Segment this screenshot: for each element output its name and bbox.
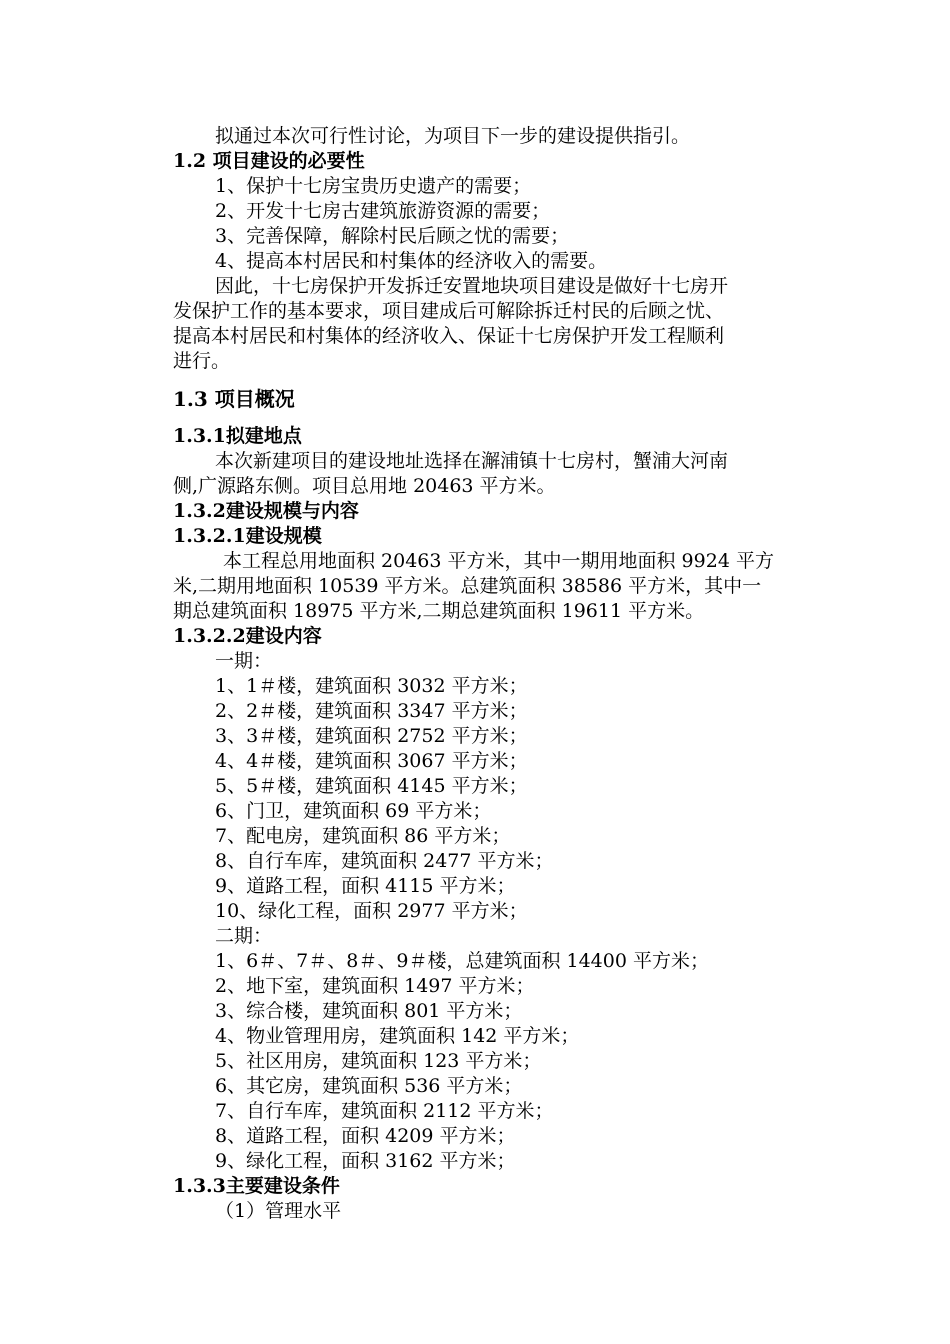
- list-item: 9、道路工程，面积 4115 平方米；: [215, 875, 516, 897]
- paragraph-line: 米,二期用地面积 10539 平方米。总建筑面积 38586 平方米，其中一: [173, 575, 762, 597]
- list-item: 8、道路工程，面积 4209 平方米；: [215, 1125, 516, 1147]
- list-item: 4、物业管理用房，建筑面积 142 平方米；: [215, 1025, 580, 1047]
- paragraph-line: 提高本村居民和村集体的经济收入、保证十七房保护开发工程顺利: [173, 325, 725, 347]
- list-group-label: 二期：: [215, 925, 273, 947]
- subsection-heading: 1.3.3主要建设条件: [173, 1175, 340, 1197]
- subsection-heading: 1.3.2建设规模与内容: [173, 500, 359, 522]
- list-item: 1、1＃楼，建筑面积 3032 平方米；: [215, 675, 528, 697]
- section-heading: 1.2 项目建设的必要性: [173, 150, 365, 172]
- subsection-heading: 1.3.2.1建设规模: [173, 525, 322, 547]
- paragraph-line: 进行。: [173, 350, 231, 372]
- list-item: 3、完善保障，解除村民后顾之忧的需要；: [215, 225, 570, 247]
- subsection-heading: 1.3.1拟建地点: [173, 425, 302, 447]
- list-item: 4、4＃楼，建筑面积 3067 平方米；: [215, 750, 528, 772]
- paragraph-line: 发保护工作的基本要求，项目建成后可解除拆迁村民的后顾之忧、: [173, 300, 725, 322]
- list-item: 7、配电房，建筑面积 86 平方米；: [215, 825, 511, 847]
- paragraph-line: 拟通过本次可行性讨论，为项目下一步的建设提供指引。: [215, 125, 691, 147]
- paragraph-line: 侧,广源路东侧。项目总用地 20463 平方米。: [173, 475, 556, 497]
- list-item: 1、6＃、7＃、8＃、9＃楼，总建筑面积 14400 平方米；: [215, 950, 709, 972]
- paragraph-line: 期总建筑面积 18975 平方米,二期总建筑面积 19611 平方米。: [173, 600, 705, 622]
- paragraph-line: 本次新建项目的建设地址选择在澥浦镇十七房村，蟹浦大河南: [215, 450, 729, 472]
- paragraph-line: 本工程总用地面积 20463 平方米，其中一期用地面积 9924 平方: [223, 550, 774, 572]
- list-item: 3、3＃楼，建筑面积 2752 平方米；: [215, 725, 528, 747]
- list-item: 7、自行车库，建筑面积 2112 平方米；: [215, 1100, 554, 1122]
- list-item: 3、综合楼，建筑面积 801 平方米；: [215, 1000, 523, 1022]
- list-item: 6、其它房，建筑面积 536 平方米；: [215, 1075, 523, 1097]
- list-item: 10、绿化工程，面积 2977 平方米；: [215, 900, 528, 922]
- list-item: 1、保护十七房宝贵历史遗产的需要；: [215, 175, 532, 197]
- list-item: 2、2＃楼，建筑面积 3347 平方米；: [215, 700, 528, 722]
- list-item: 5、5＃楼，建筑面积 4145 平方米；: [215, 775, 528, 797]
- list-item: 2、开发十七房古建筑旅游资源的需要；: [215, 200, 551, 222]
- list-item: 2、地下室，建筑面积 1497 平方米；: [215, 975, 535, 997]
- list-item: （1）管理水平: [215, 1200, 342, 1222]
- list-item: 4、提高本村居民和村集体的经济收入的需要。: [215, 250, 608, 272]
- list-item: 5、社区用房，建筑面积 123 平方米；: [215, 1050, 542, 1072]
- subsection-heading: 1.3.2.2建设内容: [173, 625, 322, 647]
- list-item: 9、绿化工程，面积 3162 平方米；: [215, 1150, 516, 1172]
- section-heading: 1.3 项目概况: [173, 387, 295, 411]
- list-item: 8、自行车库，建筑面积 2477 平方米；: [215, 850, 554, 872]
- list-group-label: 一期：: [215, 650, 273, 672]
- paragraph-line: 因此，十七房保护开发拆迁安置地块项目建设是做好十七房开: [215, 275, 729, 297]
- list-item: 6、门卫，建筑面积 69 平方米；: [215, 800, 492, 822]
